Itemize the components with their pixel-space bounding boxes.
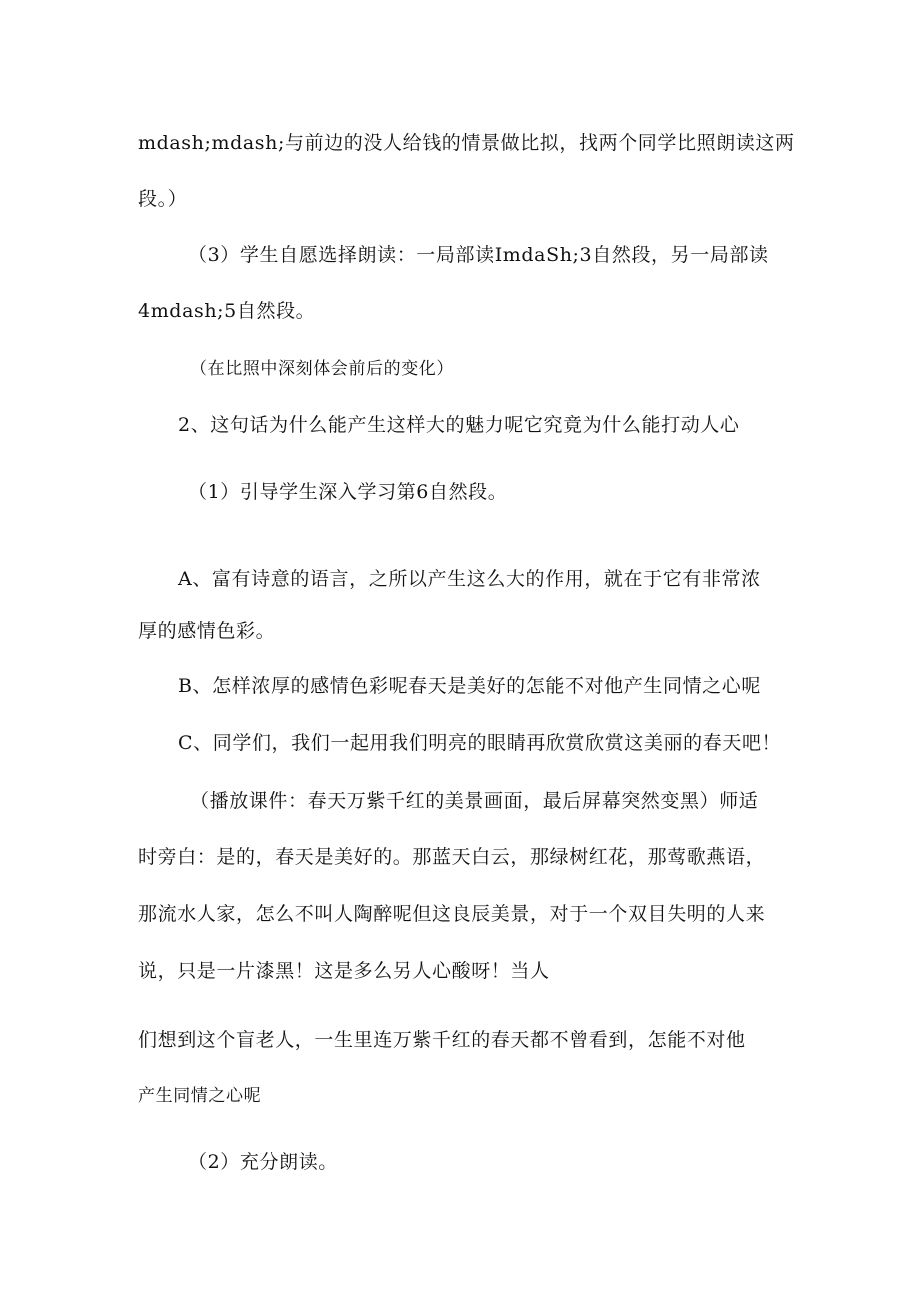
text-line: （3）学生自愿选择朗读：一局部读ImdaSh;3自然段，另一局部读: [188, 244, 769, 266]
text-line: B、怎样浓厚的感情色彩呢春天是美好的怎能不对他产生同情之心呢: [178, 675, 761, 697]
text-line: 说，只是一片漆黑！这是多么另人心酸呀！当人: [138, 960, 550, 982]
text-line: 段。）: [138, 188, 188, 210]
text-line: 2、这句话为什么能产生这样大的魅力呢它究竟为什么能打动人心: [178, 414, 740, 436]
text-line: C、同学们，我们一起用我们明亮的眼睛再欣赏欣赏这美丽的春天吧！: [178, 732, 782, 754]
text-line: （在比照中深刻体会前后的变化）: [190, 359, 454, 379]
text-line: mdash;mdash;与前边的没人给钱的情景做比拟，找两个同学比照朗读这两: [138, 132, 795, 154]
text-line: 厚的感情色彩。: [138, 620, 276, 642]
text-line: A、富有诗意的语言，之所以产生这么大的作用，就在于它有非常浓: [178, 568, 761, 590]
text-line: （2）充分朗读。: [188, 1151, 338, 1173]
text-line: 那流水人家，怎么不叫人陶醉呢但这良辰美景，对于一个双目失明的人来: [138, 903, 766, 925]
text-line: 产生同情之心呢: [138, 1086, 262, 1106]
text-line: 时旁白：是的，春天是美好的。那蓝天白云，那绿树红花，那莺歌燕语，: [138, 846, 766, 868]
text-line: 们想到这个盲老人，一生里连万紫千红的春天都不曾看到，怎能不对他: [138, 1029, 746, 1051]
text-line: 4mdash;5自然段。: [138, 300, 316, 322]
text-line: （播放课件：春天万紫千红的美景画面，最后屏幕突然变黑）师适: [190, 790, 759, 812]
text-line: （1）引导学生深入学习第6自然段。: [188, 481, 508, 503]
